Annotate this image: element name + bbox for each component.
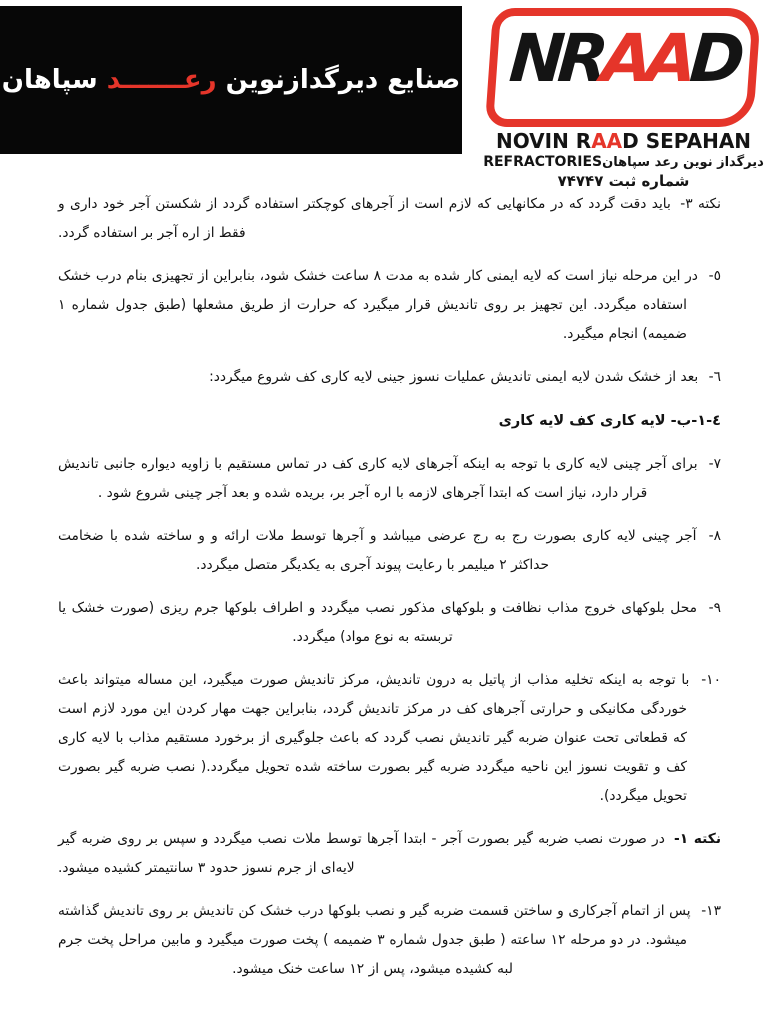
brand-subtitle-en: REFRACTORIES xyxy=(483,154,603,170)
list-item-5 xyxy=(58,262,721,349)
banner-text-pre: صنایع دیرگدازنوین xyxy=(225,65,461,95)
banner-text-highlight: رعـــــــد xyxy=(106,65,217,95)
list-item-9 xyxy=(58,594,721,652)
brand-name-pre: NOVIN R xyxy=(495,129,592,153)
note-paragraph-3 xyxy=(58,190,721,248)
list-item-13 xyxy=(58,897,721,984)
section-heading: ٤-١-ب- لایه کاری کف لایه کاری xyxy=(498,412,721,429)
brand-block xyxy=(468,0,779,190)
brand-subtitle xyxy=(468,154,779,170)
item-text: در این مرحله نیاز است که لایه ایمنی کار شده به مدت ٨ ساعت خشک شود، بنابراین از تجهیزی بنام درب خشک استفاده میگردد. این تجهیز بر روی تاندیش قرار میگیرد که حرارت از طریق مشعلها (طبق جدول شماره ١ ضمیمه) انجام میگیرد. xyxy=(58,267,698,342)
list-item-7 xyxy=(58,450,721,508)
list-item-6 xyxy=(58,363,721,392)
note-text: باید دقت گردد که در مکانهایی که لازم است از آجرهای کوچکتر استفاده گردد از شکستن آجر خود داری و فقط از اره آجر بر استفاده گردد. xyxy=(58,196,671,241)
note-label: نکته ٣- xyxy=(680,196,721,212)
item-number: ٩- xyxy=(708,600,722,617)
item-text: پس از اتمام آجرکاری و ساختن قسمت ضربه گیر و نصب بلوکها درب خشک کن تاندیش بر روی تاندیش گذاشته میشود. در دو مرحله ١٢ ساعته ( طبق جدول شماره ٣ ضمیمه ) پخت صورت میگیرد و مابین مراحل پخت جرم لبه کشیده میشود، پس از ١٢ ساعت خنک میشود. xyxy=(58,902,691,977)
item-text: با توجه به اینکه تخلیه مذاب از پاتیل به درون تاندیش، مرکز تاندیش صورت میگیرد، این مساله میتواند باعث خوردگی مکانیکی و حرارتی آجرهای کف در مرکز تاندیش گردد، بنابراین جهت مهار کردن این مورد لازم است که قطعاتی تحت عنوان ضربه گیر تاندیش نصب گردد که باعث جلوگیری از برخورد مستقیم مذاب با لایه کاری کف و تقویت نسوز این ناحیه میگردد ضربه گیر بصورت ساخته شده تحویل میگردد.( نصب ضربه گیر بصورت تحویل میگردد). xyxy=(58,672,690,804)
item-number: ١٣- xyxy=(701,902,721,919)
brand-name-post: D SEPAHAN xyxy=(622,129,752,153)
note-label: نکته ١- xyxy=(674,830,721,847)
item-text: آجر چینی لایه کاری بصورت رج به رج عرضی میباشد و آجرها توسط ملات ارائه و و ساخته شده با ضخامت حداکثر ٢ میلیمر با رعایت پیوند آجری به یکدیگر متصل میگردد. xyxy=(58,528,697,574)
list-item-10 xyxy=(58,666,721,811)
company-banner xyxy=(0,6,462,154)
item-number: ١٠- xyxy=(701,672,721,689)
logo-letter: R xyxy=(555,20,605,97)
note-paragraph-1 xyxy=(58,825,721,883)
brand-subtitle-fa: دیرگداز نوین رعد سپاهان xyxy=(602,155,764,170)
item-text: بعد از خشک شدن لایه ایمنی تاندیش عملیات نسوز جینی لایه کاری کف شروع میگردد: xyxy=(209,368,699,385)
logo-letter: D xyxy=(687,20,741,97)
brand-name xyxy=(468,129,779,153)
item-number: ٧- xyxy=(708,456,722,473)
item-text: محل بلوکهای خروج مذاب نظافت و بلوکهای مذکور نصب میگردد و اطراف بلوکها جرم ریزی (صورت خشک یا تربسته به نوع مواد) میگردد. xyxy=(58,600,698,646)
nrad-logo-icon xyxy=(485,8,761,127)
item-number: ٨- xyxy=(708,528,721,545)
logo-letter: A xyxy=(599,20,649,97)
item-number: ٥- xyxy=(708,267,721,284)
document-body xyxy=(58,190,721,998)
logo-letter: A xyxy=(643,20,694,97)
brand-name-red: AA xyxy=(591,129,623,153)
registration-number: شماره ثبت ۷۴۷۴۷ xyxy=(557,172,690,190)
note-text: در صورت نصب ضربه گیر بصورت آجر - ابتدا آجرها توسط ملات نصب میگردد و سپس بر روی ضربه گیر لایه‌ای از جرم نسوز حدود ٣ سانتیمتر کشیده میشود. xyxy=(58,830,665,876)
item-text: برای آجر چینی لایه کاری با توجه به اینکه آجرهای لایه کاری کف در تماس مستقیم با زاویه دیواره جانبی تاندیش قرار دارد، نیاز است که ابتدا آجرهای لازمه با اره آجر بر، بریده شده و بعد آجر چینی شروع شود . xyxy=(58,456,698,502)
list-item-8 xyxy=(58,522,721,580)
logo-letter: N xyxy=(507,20,562,97)
banner-text-post: سپاهان xyxy=(1,65,98,95)
item-number: ٦- xyxy=(708,368,721,385)
